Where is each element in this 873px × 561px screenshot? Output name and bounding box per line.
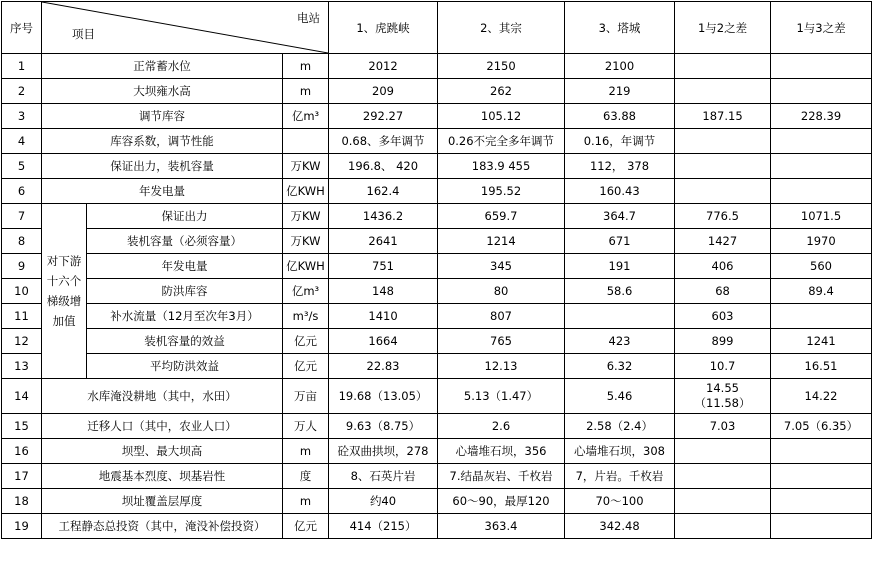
item-name: 坝址覆盖层厚度: [42, 489, 283, 514]
header-row: [2, 2, 872, 54]
header-col-qizong: 2、其宗: [438, 2, 565, 54]
value-hutiaoxia: 8、石英片岩: [329, 464, 438, 489]
row-number: 2: [2, 79, 42, 104]
item-name: 水库淹没耕地（其中，水田）: [42, 379, 283, 414]
value-diff13: 14.22: [771, 379, 872, 414]
table-row: [2, 379, 872, 414]
value-qizong: 7.结晶灰岩、千枚岩: [438, 464, 565, 489]
table-row: [2, 54, 872, 79]
row-number: 12: [2, 329, 42, 354]
row-number: 14: [2, 379, 42, 414]
value-diff13: [771, 489, 872, 514]
value-hutiaoxia: 292.27: [329, 104, 438, 129]
value-qizong: 2.6: [438, 414, 565, 439]
value-diff13: 16.51: [771, 354, 872, 379]
value-qizong: 195.52: [438, 179, 565, 204]
value-tacheng: 70～100: [565, 489, 675, 514]
item-name: 保证出力，装机容量: [42, 154, 283, 179]
value-qizong: 765: [438, 329, 565, 354]
row-number: 1: [2, 54, 42, 79]
value-diff12: [675, 79, 771, 104]
row-number: 11: [2, 304, 42, 329]
value-hutiaoxia: 751: [329, 254, 438, 279]
row-number: 19: [2, 514, 42, 539]
value-hutiaoxia: 2641: [329, 229, 438, 254]
value-diff13: [771, 514, 872, 539]
value-hutiaoxia: 1436.2: [329, 204, 438, 229]
value-diff12: 7.03: [675, 414, 771, 439]
table-row: [2, 204, 872, 229]
value-qizong: 5.13（1.47）: [438, 379, 565, 414]
value-diff12: 406: [675, 254, 771, 279]
item-name: 防洪库容: [87, 279, 283, 304]
row-number: 15: [2, 414, 42, 439]
value-diff12: 776.5: [675, 204, 771, 229]
row-number: 16: [2, 439, 42, 464]
table-row: [2, 354, 872, 379]
value-qizong: 12.13: [438, 354, 565, 379]
value-hutiaoxia: 1664: [329, 329, 438, 354]
value-qizong: 心墙堆石坝，356: [438, 439, 565, 464]
table-row: [2, 179, 872, 204]
unit-cell: 万人: [283, 414, 329, 439]
unit-cell: 亿m³: [283, 279, 329, 304]
item-name: 大坝雍水高: [42, 79, 283, 104]
table-row: [2, 154, 872, 179]
value-diff12: [675, 464, 771, 489]
value-hutiaoxia: 414（215）: [329, 514, 438, 539]
row-number: 3: [2, 104, 42, 129]
header-item-label: 项目: [72, 27, 95, 41]
value-diff12: 10.7: [675, 354, 771, 379]
header-diagonal-cell: [42, 2, 329, 54]
value-hutiaoxia: 148: [329, 279, 438, 304]
value-qizong: 80: [438, 279, 565, 304]
value-qizong: 262: [438, 79, 565, 104]
table-row: [2, 329, 872, 354]
value-diff12: [675, 489, 771, 514]
value-diff12: [675, 514, 771, 539]
unit-cell: 亿元: [283, 354, 329, 379]
value-diff12: 1427: [675, 229, 771, 254]
value-diff13: [771, 79, 872, 104]
value-hutiaoxia: 196.8、 420: [329, 154, 438, 179]
unit-cell: m³/s: [283, 304, 329, 329]
value-tacheng: 2.58（2.4）: [565, 414, 675, 439]
value-diff12: 68: [675, 279, 771, 304]
row-number: 9: [2, 254, 42, 279]
item-name: 年发电量: [87, 254, 283, 279]
value-hutiaoxia: 209: [329, 79, 438, 104]
table-row: [2, 414, 872, 439]
value-qizong: 2150: [438, 54, 565, 79]
table-row: [2, 229, 872, 254]
downstream-increase-group-label: 对下游十六个梯级增加值: [42, 204, 87, 379]
value-qizong: 60～90，最厚120: [438, 489, 565, 514]
item-name: 迁移人口（其中，农业人口）: [42, 414, 283, 439]
item-name: 年发电量: [42, 179, 283, 204]
table-row: [2, 514, 872, 539]
value-tacheng: 心墙堆石坝，308: [565, 439, 675, 464]
value-qizong: 345: [438, 254, 565, 279]
value-tacheng: 219: [565, 79, 675, 104]
header-col-diff12: 1与2之差: [675, 2, 771, 54]
value-qizong: 363.4: [438, 514, 565, 539]
unit-cell: 亿元: [283, 514, 329, 539]
value-diff13: 228.39: [771, 104, 872, 129]
table-row: [2, 79, 872, 104]
unit-cell: 亿m³: [283, 104, 329, 129]
table-row: [2, 464, 872, 489]
unit-cell: m: [283, 439, 329, 464]
value-diff12: 899: [675, 329, 771, 354]
value-tacheng: 63.88: [565, 104, 675, 129]
table-row: [2, 129, 872, 154]
table-row: [2, 304, 872, 329]
value-hutiaoxia: 约40: [329, 489, 438, 514]
value-qizong: 0.26不完全多年调节: [438, 129, 565, 154]
row-number: 7: [2, 204, 42, 229]
value-hutiaoxia: 2012: [329, 54, 438, 79]
item-name: 坝型、最大坝高: [42, 439, 283, 464]
value-tacheng: 0.16，年调节: [565, 129, 675, 154]
value-tacheng: 112， 378: [565, 154, 675, 179]
value-diff13: [771, 154, 872, 179]
value-tacheng: 671: [565, 229, 675, 254]
value-hutiaoxia: 22.83: [329, 354, 438, 379]
value-hutiaoxia: 1410: [329, 304, 438, 329]
table-row: [2, 254, 872, 279]
item-name: 库容系数，调节性能: [42, 129, 283, 154]
value-diff12: [675, 439, 771, 464]
header-col-hutiaoxia: 1、虎跳峡: [329, 2, 438, 54]
table-row: [2, 104, 872, 129]
value-qizong: 659.7: [438, 204, 565, 229]
value-diff13: [771, 54, 872, 79]
value-diff13: [771, 179, 872, 204]
row-number: 10: [2, 279, 42, 304]
table-row: [2, 279, 872, 304]
value-diff13: 7.05（6.35）: [771, 414, 872, 439]
item-name: 装机容量的效益: [87, 329, 283, 354]
value-diff13: 1071.5: [771, 204, 872, 229]
value-tacheng: 2100: [565, 54, 675, 79]
value-tacheng: 160.43: [565, 179, 675, 204]
row-number: 18: [2, 489, 42, 514]
value-diff13: [771, 439, 872, 464]
value-diff12: 603: [675, 304, 771, 329]
row-number: 4: [2, 129, 42, 154]
unit-cell: 度: [283, 464, 329, 489]
item-name: 平均防洪效益: [87, 354, 283, 379]
item-name: 补水流量（12月至次年3月）: [87, 304, 283, 329]
hydropower-comparison-table: [1, 1, 872, 539]
value-hutiaoxia: 162.4: [329, 179, 438, 204]
value-hutiaoxia: 砼双曲拱坝，278: [329, 439, 438, 464]
value-hutiaoxia: 0.68、多年调节: [329, 129, 438, 154]
value-tacheng: 6.32: [565, 354, 675, 379]
unit-cell: 万KW: [283, 204, 329, 229]
value-hutiaoxia: 19.68（13.05）: [329, 379, 438, 414]
unit-cell: 亿KWH: [283, 254, 329, 279]
item-name: 保证出力: [87, 204, 283, 229]
item-name: 正常蓄水位: [42, 54, 283, 79]
value-diff12: [675, 54, 771, 79]
value-tacheng: 342.48: [565, 514, 675, 539]
header-seq: 序号: [2, 2, 42, 54]
header-col-diff13: 1与3之差: [771, 2, 872, 54]
value-diff13: 1970: [771, 229, 872, 254]
value-diff13: [771, 129, 872, 154]
row-number: 5: [2, 154, 42, 179]
value-tacheng: 58.6: [565, 279, 675, 304]
item-name: 地震基本烈度、坝基岩性: [42, 464, 283, 489]
unit-cell: 万亩: [283, 379, 329, 414]
unit-cell: 亿KWH: [283, 179, 329, 204]
unit-cell: [283, 129, 329, 154]
unit-cell: m: [283, 79, 329, 104]
value-diff12: [675, 179, 771, 204]
value-tacheng: 423: [565, 329, 675, 354]
value-tacheng: 364.7: [565, 204, 675, 229]
value-diff13: [771, 464, 872, 489]
unit-cell: m: [283, 54, 329, 79]
value-diff13: 1241: [771, 329, 872, 354]
unit-cell: 万KW: [283, 229, 329, 254]
value-qizong: 807: [438, 304, 565, 329]
value-qizong: 183.9 455: [438, 154, 565, 179]
value-diff12: 187.15: [675, 104, 771, 129]
row-number: 6: [2, 179, 42, 204]
unit-cell: m: [283, 489, 329, 514]
row-number: 17: [2, 464, 42, 489]
value-tacheng: 7，片岩。千枚岩: [565, 464, 675, 489]
value-diff13: 560: [771, 254, 872, 279]
value-hutiaoxia: 9.63（8.75）: [329, 414, 438, 439]
row-number: 13: [2, 354, 42, 379]
unit-cell: 亿元: [283, 329, 329, 354]
value-tacheng: 191: [565, 254, 675, 279]
unit-cell: 万KW: [283, 154, 329, 179]
header-station-label: 电站: [297, 11, 321, 25]
value-qizong: 105.12: [438, 104, 565, 129]
value-diff12: [675, 154, 771, 179]
value-diff12: 14.55 （11.58）: [675, 379, 771, 414]
table-row: [2, 489, 872, 514]
value-qizong: 1214: [438, 229, 565, 254]
value-tacheng: [565, 304, 675, 329]
item-name: 调节库容: [42, 104, 283, 129]
table-row: [2, 439, 872, 464]
item-name: 工程静态总投资（其中，淹没补偿投资）: [42, 514, 283, 539]
item-name: 装机容量（必须容量）: [87, 229, 283, 254]
row-number: 8: [2, 229, 42, 254]
value-tacheng: 5.46: [565, 379, 675, 414]
header-col-tacheng: 3、塔城: [565, 2, 675, 54]
value-diff12: [675, 129, 771, 154]
value-diff13: [771, 304, 872, 329]
value-diff13: 89.4: [771, 279, 872, 304]
